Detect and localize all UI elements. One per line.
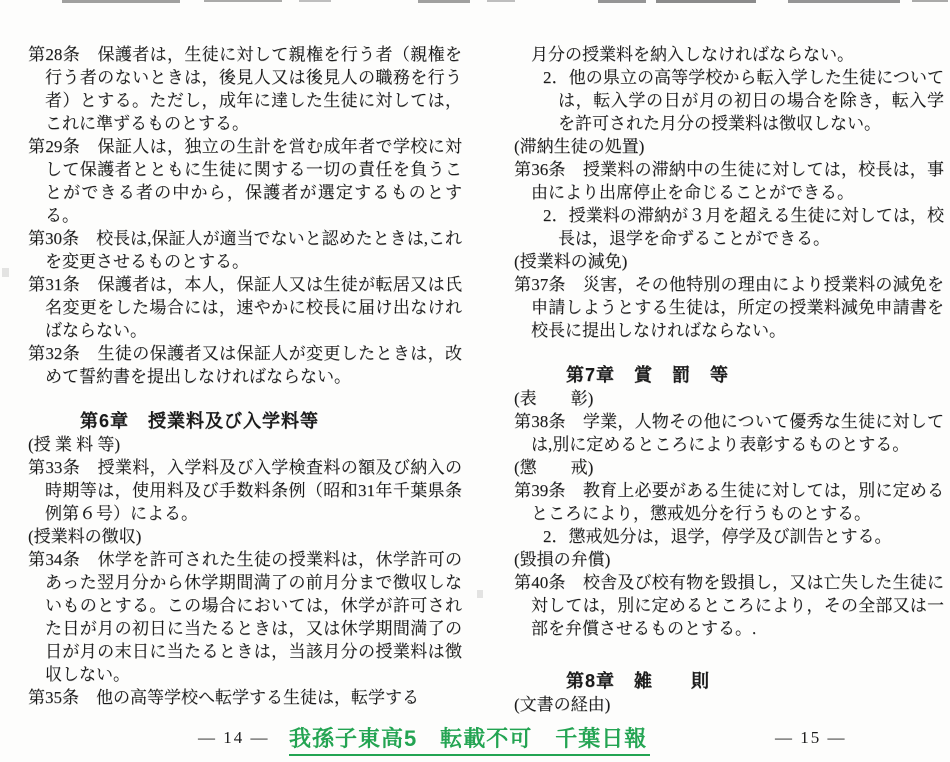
scan-artifact — [912, 0, 948, 2]
article-38: 第38条 学業，人物その他について優秀な生徒に対しては,別に定めるところにより表彰するものとする。 — [514, 412, 944, 454]
scan-artifact — [487, 0, 515, 2]
section-label-discipline: (懲 戒) — [514, 458, 594, 477]
article-36-item-2: 2．授業料の滞納が３月を超える生徒に対しては，校長は，退学を命ずることができる。 — [543, 206, 944, 248]
section-label-commendation: (表 彰) — [514, 389, 594, 408]
article-35-item-2: 2．他の県立の高等学校から転入学した生徒については，転入学の日が月の初日の場合を除き，転入学を許可された月分の授業料は徴収しない。 — [543, 68, 944, 133]
left-page-column — [28, 43, 462, 709]
section-label-collection: (授業料の徴収) — [28, 527, 142, 546]
scan-artifact — [204, 0, 282, 2]
scan-artifact — [62, 0, 180, 3]
scan-artifact — [598, 0, 646, 3]
article-37: 第37条 災害，その他特別の理由により授業料の減免を申請しようとする生徒は，所定の授業料減免申請書を校長に提出しなければならない。 — [514, 275, 944, 340]
article-39: 第39条 教育上必要がある生徒に対しては，別に定めるところにより，懲戒処分を行うものとする。 — [514, 481, 944, 523]
article-31: 第31条 保護者は，本人，保証人又は生徒が転居又は氏名変更をした場合には，速やかに校長に届け出なければならない。 — [28, 275, 462, 340]
page-number-15: — 15 — — [775, 728, 847, 747]
chapter-7-heading: 第7章 賞 罰 等 — [566, 365, 730, 385]
article-35: 第35条 他の高等学校へ転学する生徒は，転学する — [28, 688, 419, 707]
section-label-tuition: (授 業 料 等) — [28, 435, 121, 454]
chapter-6-heading: 第6章 授業料及び入学料等 — [80, 411, 320, 431]
section-label-documents: (文書の経由) — [514, 695, 611, 714]
article-35-continuation: 月分の授業料を納入しなければならない。 — [531, 45, 854, 64]
article-34: 第34条 休学を許可された生徒の授業料は，休学許可のあった翌月分から休学期間満了の前月分まで徴収しないものとする。この場合においては，休学が許可された日が月の初日に当たるときは，又は休学期間満了の日が月の末日に当たるときは，当該月分の授業料は徴収しない。 — [28, 550, 462, 684]
chapter-8-heading: 第8章 雑 則 — [566, 671, 711, 691]
article-36: 第36条 授業料の滞納中の生徒に対しては，校長は，事由により出席停止を命じることができる。 — [514, 160, 944, 202]
footer — [0, 726, 950, 758]
copyright-stamp: 我孫子東高5 転載不可 千葉日報 — [289, 722, 650, 756]
scan-artifact — [788, 0, 900, 3]
section-label-damage: (毀損の弁償) — [514, 550, 611, 569]
right-page-column — [514, 43, 944, 716]
article-28: 第28条 保護者は，生徒に対して親権を行う者（親権を行う者のないときは，後見人又は後見人の職務を行う者）とする。ただし，成年に達した生徒に対しては，これに準ずるものとする。 — [28, 45, 462, 133]
scan-speck — [2, 268, 9, 277]
scan-artifact — [299, 0, 331, 2]
scan-artifact — [418, 0, 470, 3]
article-29: 第29条 保証人は，独立の生計を営む成年者で学校に対して保護者とともに生徒に関する一切の責任を負うことができる者の中から，保護者が選定するものとする。 — [28, 137, 462, 225]
scan-speck — [477, 590, 483, 598]
article-39-item-2: 2．懲戒処分は，退学，停学及び訓告とする。 — [543, 527, 892, 546]
scan-artifact — [656, 0, 756, 3]
article-30: 第30条 校長は,保証人が適当でないと認めたときは,これを変更させるものとする。 — [28, 229, 462, 271]
article-33: 第33条 授業料，入学料及び入学検査料の額及び納入の時期等は，使用料及び手数料条例（昭和31年千葉県条例第６号）による。 — [28, 458, 462, 523]
article-40: 第40条 校舎及び校有物を毀損し，又は亡失した生徒に対しては，別に定めるところにより，その全部又は一部を弁償させるものとする。. — [514, 573, 944, 638]
article-32: 第32条 生徒の保護者又は保証人が変更したときは，改めて誓約書を提出しなければならない。 — [28, 344, 462, 386]
page-number-14: — 14 — — [198, 728, 270, 747]
section-label-exemption: (授業料の減免) — [514, 252, 628, 271]
section-label-arrears: (滞納生徒の処置) — [514, 137, 645, 156]
